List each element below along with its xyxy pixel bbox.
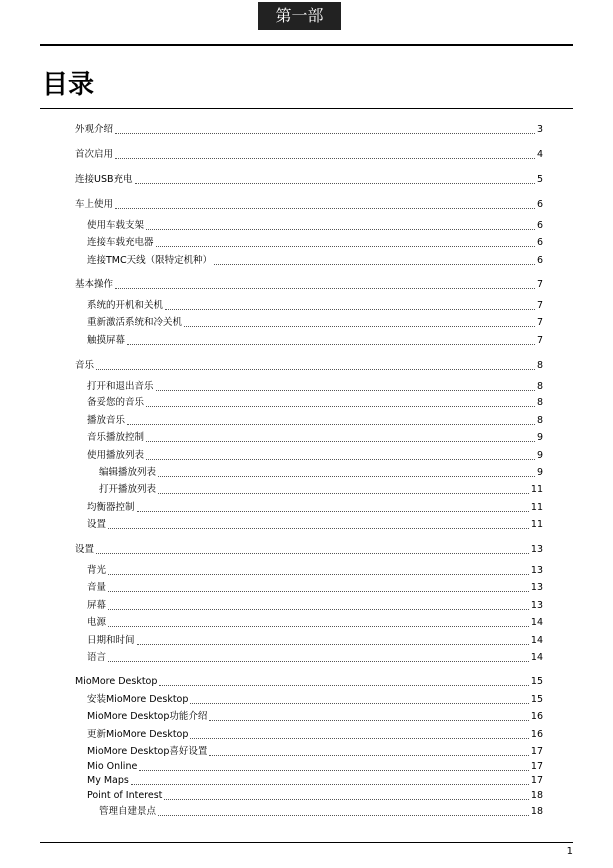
toc-entry[interactable]: [75, 360, 543, 372]
toc-entry[interactable]: [75, 149, 543, 161]
toc-entry-title: 使用车载支架: [87, 220, 145, 231]
toc-leader-dots: [115, 208, 535, 209]
toc-entry[interactable]: [87, 790, 543, 802]
toc-entry[interactable]: [87, 335, 543, 347]
toc-entry-page: 13: [530, 582, 543, 593]
toc-leader-dots: [137, 644, 529, 645]
toc-entry-page: 8: [536, 415, 543, 426]
toc-leader-dots: [96, 369, 535, 370]
toc-leader-dots: [158, 815, 529, 816]
toc-entry-title: 系统的开机和关机: [87, 300, 164, 311]
toc-entry-page: 14: [530, 652, 543, 663]
toc-entry-page: 11: [530, 502, 543, 513]
toc-entry-title: 播放音乐: [87, 415, 126, 426]
toc-leader-dots: [115, 158, 535, 159]
page-title: 目录: [42, 70, 95, 100]
toc-leader-dots: [108, 626, 529, 627]
toc-entry-title: 设置: [87, 519, 107, 530]
toc-entry-title: 首次启用: [75, 149, 114, 160]
toc-entry-title: 背光: [87, 565, 107, 576]
toc-entry-page: 8: [536, 381, 543, 392]
toc-entry[interactable]: [87, 582, 543, 594]
toc-leader-dots: [190, 703, 529, 704]
toc-entry-title: 安装MioMore Desktop: [87, 694, 189, 705]
toc-entry-page: 8: [536, 360, 543, 371]
toc-leader-dots: [156, 390, 535, 391]
toc-entry[interactable]: [87, 729, 543, 741]
toc-entry[interactable]: [87, 519, 543, 531]
toc-leader-dots: [131, 784, 529, 785]
toc-leader-dots: [96, 553, 529, 554]
toc-entry[interactable]: [87, 600, 543, 612]
toc-entry-page: 6: [536, 199, 543, 210]
toc-entry-title: 使用播放列表: [87, 450, 145, 461]
toc-entry[interactable]: [87, 450, 543, 462]
toc-leader-dots: [108, 528, 529, 529]
toc-entry[interactable]: [87, 237, 543, 249]
toc-leader-dots: [108, 609, 529, 610]
toc-entry-title: 屏幕: [87, 600, 107, 611]
toc-entry-title: 设置: [75, 544, 95, 555]
toc-entry-page: 6: [536, 237, 543, 248]
toc-entry-title: 触摸屏幕: [87, 335, 126, 346]
toc-leader-dots: [108, 574, 529, 575]
toc-entry[interactable]: [87, 565, 543, 577]
toc-leader-dots: [190, 738, 529, 739]
toc-entry[interactable]: [87, 775, 543, 787]
page-number: 1: [566, 846, 573, 857]
toc-entry-title: Mio Online: [87, 761, 138, 772]
toc-entry-title: 打开和退出音乐: [87, 381, 154, 392]
toc-leader-dots: [156, 246, 535, 247]
toc-entry[interactable]: [75, 124, 543, 136]
toc-entry-title: 外观介绍: [75, 124, 114, 135]
toc-entry-page: 7: [536, 317, 543, 328]
toc-leader-dots: [127, 424, 535, 425]
toc-leader-dots: [115, 288, 535, 289]
toc-entry-page: 18: [530, 790, 543, 801]
toc-entry-page: 9: [536, 467, 543, 478]
toc-entry-title: MioMore Desktop: [75, 676, 158, 687]
toc-leader-dots: [158, 493, 529, 494]
toc-entry-title: 连接车载充电器: [87, 237, 154, 248]
toc-entry-title: 更新MioMore Desktop: [87, 729, 189, 740]
toc-entry[interactable]: [87, 711, 543, 723]
toc-entry[interactable]: [99, 484, 543, 496]
part-label-tab: 第一部: [258, 2, 341, 30]
toc-entry-page: 16: [530, 711, 543, 722]
toc-entry[interactable]: [87, 652, 543, 664]
toc-entry-title: 电源: [87, 617, 107, 628]
toc-entry-page: 11: [530, 519, 543, 530]
toc-entry-page: 16: [530, 729, 543, 740]
toc-leader-dots: [135, 183, 535, 184]
toc-entry-page: 5: [536, 174, 543, 185]
toc-entry-page: 3: [536, 124, 543, 135]
toc-leader-dots: [159, 685, 529, 686]
toc-entry[interactable]: [75, 676, 543, 688]
toc-entry[interactable]: [87, 397, 543, 409]
toc-leader-dots: [209, 755, 529, 756]
toc-entry-page: 11: [530, 484, 543, 495]
toc-leader-dots: [108, 591, 529, 592]
toc-leader-dots: [146, 406, 535, 407]
toc-entry[interactable]: [87, 761, 543, 773]
toc-entry-title: 打开播放列表: [99, 484, 157, 495]
toc-entry-title: 备妥您的音乐: [87, 397, 145, 408]
toc-leader-dots: [158, 476, 535, 477]
toc-entry[interactable]: [75, 199, 543, 211]
toc-entry[interactable]: [87, 617, 543, 629]
toc-entry-page: 7: [536, 279, 543, 290]
toc-entry-page: 13: [530, 565, 543, 576]
toc-entry-page: 18: [530, 806, 543, 817]
toc-entry-page: 15: [530, 676, 543, 687]
toc-entry-title: 重新激活系统和冷关机: [87, 317, 183, 328]
toc-entry[interactable]: [75, 174, 543, 186]
toc-entry[interactable]: [99, 467, 543, 479]
toc-entry-title: 基本操作: [75, 279, 114, 290]
toc-entry-page: 14: [530, 635, 543, 646]
toc-leader-dots: [214, 264, 535, 265]
toc-entry-title: 音量: [87, 582, 107, 593]
toc-entry[interactable]: [87, 502, 543, 514]
toc-entry-title: Point of Interest: [87, 790, 163, 801]
toc-entry-title: 管理自建景点: [99, 806, 157, 817]
toc-leader-dots: [108, 661, 529, 662]
toc-entry-title: 语言: [87, 652, 107, 663]
toc-entry-title: 连接USB充电: [75, 174, 133, 185]
toc-entry[interactable]: [87, 694, 543, 706]
toc-entry[interactable]: [87, 381, 543, 393]
toc-entry-title: 音乐播放控制: [87, 432, 145, 443]
toc-entry-title: 均衡器控制: [87, 502, 135, 513]
toc-leader-dots: [164, 799, 529, 800]
toc-entry-title: 编辑播放列表: [99, 467, 157, 478]
toc-entry-page: 17: [530, 746, 543, 757]
toc-leader-dots: [209, 720, 529, 721]
toc-leader-dots: [127, 344, 535, 345]
toc-leader-dots: [146, 229, 535, 230]
toc-entry-page: 9: [536, 450, 543, 461]
toc-leader-dots: [139, 770, 529, 771]
toc-entry[interactable]: [87, 415, 543, 427]
toc-entry[interactable]: [87, 300, 543, 312]
toc-entry-page: 17: [530, 775, 543, 786]
toc-entry-title: 车上使用: [75, 199, 114, 210]
toc-entry[interactable]: [87, 255, 543, 267]
toc-entry-title: 日期和时间: [87, 635, 135, 646]
toc-leader-dots: [165, 309, 535, 310]
toc-leader-dots: [146, 459, 535, 460]
bottom-rule: [40, 842, 573, 843]
toc-entry-page: 17: [530, 761, 543, 772]
toc-leader-dots: [137, 511, 529, 512]
toc-entry[interactable]: [87, 432, 543, 444]
toc-entry-page: 7: [536, 335, 543, 346]
toc-entry-page: 13: [530, 544, 543, 555]
toc-entry-page: 8: [536, 397, 543, 408]
toc-entry[interactable]: [99, 806, 543, 818]
toc-leader-dots: [115, 133, 535, 134]
toc-entry-title: MioMore Desktop功能介绍: [87, 711, 208, 722]
toc-entry-title: 音乐: [75, 360, 95, 371]
toc-entry[interactable]: [87, 220, 543, 232]
toc-entry-page: 13: [530, 600, 543, 611]
toc-entry-page: 15: [530, 694, 543, 705]
toc-entry-page: 7: [536, 300, 543, 311]
toc-entry-title: My Maps: [87, 775, 129, 786]
toc-entry-page: 9: [536, 432, 543, 443]
toc-entry-page: 6: [536, 255, 543, 266]
toc-entry[interactable]: [75, 279, 543, 291]
toc-entry-page: 6: [536, 220, 543, 231]
toc-entry-title: 连接TMC天线（限特定机种）: [87, 255, 213, 266]
toc-entry[interactable]: [87, 317, 543, 329]
toc-entry-page: 4: [536, 149, 543, 160]
toc-entry[interactable]: [75, 544, 543, 556]
toc-leader-dots: [146, 441, 535, 442]
toc-entry-page: 14: [530, 617, 543, 628]
toc-leader-dots: [184, 326, 535, 327]
toc-entry-title: MioMore Desktop喜好设置: [87, 746, 208, 757]
toc-entry[interactable]: [87, 746, 543, 758]
toc-entry[interactable]: [87, 635, 543, 647]
